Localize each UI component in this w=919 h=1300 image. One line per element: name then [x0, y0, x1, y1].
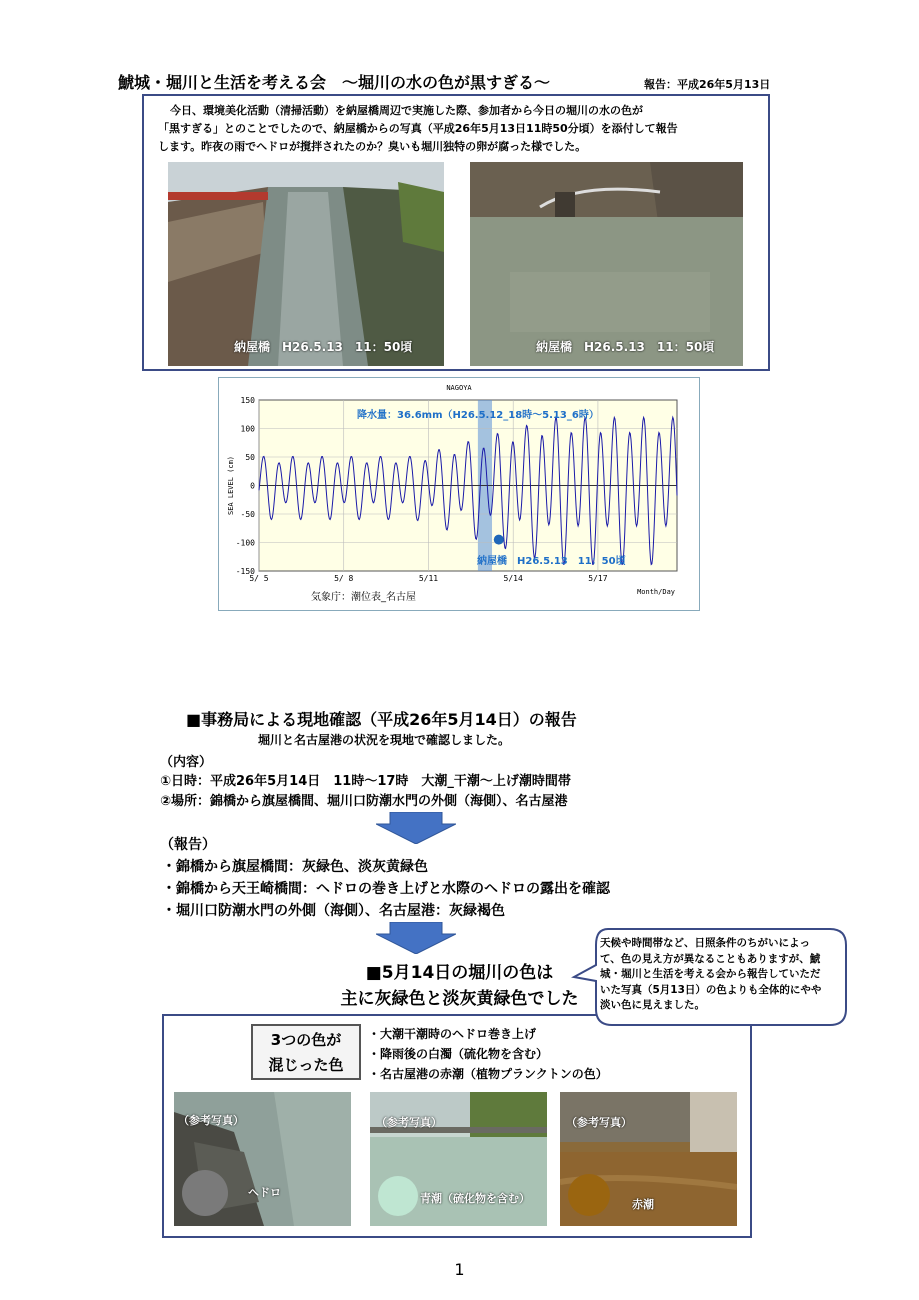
tide-chart [218, 377, 700, 611]
ref-photo-red-tide [560, 1092, 737, 1226]
ref-photo-1-color-label: ヘドロ [248, 1186, 281, 1199]
x-axis-label: Month/Day [637, 588, 675, 596]
x-tick-label: 5/14 [503, 574, 523, 583]
down-arrow-2 [376, 922, 456, 954]
x-tick-label: 5/ 8 [334, 574, 354, 583]
intro-line-1: 今日、環境美化活動（清掃活動）を納屋橋周辺で実施した際、参加者から今日の堀川の水の色が [170, 104, 643, 117]
section3-title-line-2: 主に灰緑色と淡灰黄緑色でした [340, 989, 579, 1009]
observation-marker [494, 535, 504, 545]
section2-subtitle: 堀川と名古屋港の状況を現地で確認しました。 [258, 733, 511, 747]
report-item-2: ・錦橋から天王崎橋間：ヘドロの巻き上げと水際のヘドロの露出を確認 [162, 881, 610, 897]
sludge-swatch [182, 1170, 228, 1216]
mix-bullet-2: ・降雨後の白濁（硫化物を含む） [368, 1047, 549, 1061]
report-date: 報告：平成26年5月13日 [644, 78, 771, 91]
ref-photo-2-color-label: 青潮（硫化物を含む） [420, 1192, 530, 1205]
photo2-caption: 納屋橋 H26.5.13 11：50頃 [536, 340, 715, 354]
chart-title: NAGOYA [446, 384, 472, 392]
red-tide-swatch [568, 1174, 610, 1216]
tide-chart-svg [219, 378, 699, 610]
mix-label [251, 1024, 361, 1080]
contents-heading: （内容） [160, 755, 213, 770]
canal-photo-nayabashi [168, 162, 444, 366]
mix-bullet-1: ・大潮干潮時のヘドロ巻き上げ [368, 1027, 537, 1041]
y-tick-label: -100 [235, 538, 255, 548]
report-heading: （報告） [160, 837, 216, 853]
mix-label-line-1: 3つの色が [270, 1031, 342, 1049]
ref-photo-sludge [174, 1092, 351, 1226]
ref-photo-2-label: （参考写真） [376, 1116, 442, 1129]
y-axis-label: SEA LEVEL (cm) [227, 455, 235, 516]
y-tick-label: 50 [245, 453, 255, 462]
ref-photo-3-label: （参考写真） [566, 1116, 632, 1129]
water-photo-nayabashi [470, 162, 743, 366]
ref-photo-blue-tide [370, 1092, 547, 1226]
y-tick-label: -50 [240, 510, 255, 519]
x-tick-label: 5/ 5 [249, 574, 269, 583]
intro-text [158, 102, 762, 156]
callout-text: 天候や時間帯など、日照条件のちがいによって、色の見え方が異なることもありますが、鯱城・堀川と生活を考える会から報告していただいた写真（5月13日）の色よりも全体的にやや淡い色に見えました。 [600, 937, 822, 1011]
page-title: 鯱城・堀川と生活を考える会 ～堀川の水の色が黒すぎる～ [118, 73, 551, 92]
section2-title: ■事務局による現地確認（平成26年5月14日）の報告 [186, 710, 577, 729]
report-item-3: ・堀川口防潮水門の外側（海側）、名古屋港：灰緑褐色 [162, 903, 505, 919]
y-tick-label: 0 [250, 481, 255, 491]
contents-item-1: ①日時：平成26年5月14日 11時～17時 大潮_干潮～上げ潮時間帯 [160, 774, 571, 789]
down-arrow-1 [376, 812, 456, 844]
blue-tide-swatch [378, 1176, 418, 1216]
report-item-1: ・錦橋から旗屋橋間：灰緑色、淡灰黄緑色 [162, 859, 428, 875]
y-tick-label: 150 [240, 396, 255, 405]
page-number: 1 [454, 1260, 465, 1279]
mix-bullet-3: ・名古屋港の赤潮（植物プランクトンの色） [368, 1067, 608, 1081]
ref-photo-3-color-label: 赤潮 [632, 1198, 654, 1211]
point-annotation: 納屋橋 H26.5.13 11：50頃 [477, 556, 626, 567]
contents-item-2: ②場所：錦橋から旗屋橋間、堀川口防潮水門の外側（海側）、名古屋港 [160, 794, 568, 809]
ref-photo-1-label: （参考写真） [178, 1114, 244, 1127]
mix-label-line-2: 混じった色 [268, 1056, 344, 1074]
intro-line-3: します。昨夜の雨でヘドロが撹拌されたのか？臭いも堀川独特の卵が腐った様でした。 [158, 140, 587, 153]
rainfall-annotation: 降水量：36.6mm（H26.5.12_18時～5.13_6時） [357, 410, 599, 421]
intro-line-2: 「黒すぎる」とのことでしたので、納屋橋からの写真（平成26年5月13日11時50分頃）を添付して報告 [158, 122, 678, 135]
y-tick-label: 100 [240, 424, 255, 434]
chart-source: 気象庁：潮位表_名古屋 [311, 592, 416, 603]
x-tick-label: 5/11 [418, 574, 439, 583]
section3-title-line-1: ■5月14日の堀川の色は [365, 963, 554, 983]
photo1-caption: 納屋橋 H26.5.13 11：50頃 [234, 340, 413, 354]
y-tick-label: -150 [235, 567, 255, 576]
x-tick-label: 5/17 [588, 574, 608, 583]
